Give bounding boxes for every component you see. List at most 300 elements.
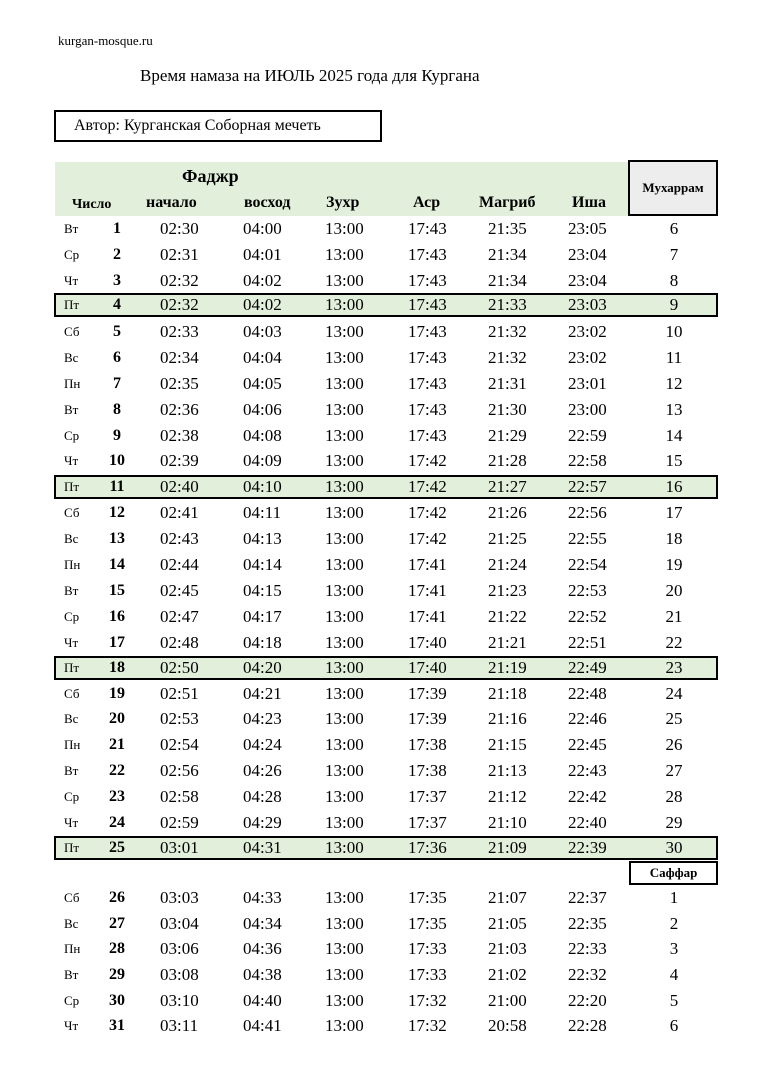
cell-hijri: 17 xyxy=(665,503,683,522)
cell-sunrise: 04:20 xyxy=(243,658,282,677)
cell-maghrib: 21:28 xyxy=(488,451,527,470)
cell-hijri: 12 xyxy=(665,374,683,393)
cell-sunrise: 04:03 xyxy=(243,322,282,341)
table-row xyxy=(0,936,770,962)
cell-fajr: 02:33 xyxy=(160,322,199,341)
cell-maghrib: 21:19 xyxy=(488,658,527,677)
table-row xyxy=(0,1013,770,1039)
cell-fajr: 03:06 xyxy=(160,939,199,958)
cell-zuhr: 13:00 xyxy=(325,888,364,907)
cell-maghrib: 21:00 xyxy=(488,991,527,1010)
table-row xyxy=(0,810,770,836)
cell-day: 2 xyxy=(113,246,121,263)
cell-zuhr: 13:00 xyxy=(325,295,364,314)
cell-fajr: 02:56 xyxy=(160,761,199,780)
cell-day: 3 xyxy=(113,272,121,289)
cell-zuhr: 13:00 xyxy=(325,245,364,264)
table-row xyxy=(0,216,770,242)
cell-asr: 17:41 xyxy=(408,581,447,600)
cell-sunrise: 04:29 xyxy=(243,813,282,832)
cell-dow: Пн xyxy=(64,557,81,572)
cell-fajr: 03:04 xyxy=(160,914,199,933)
cell-dow: Чт xyxy=(64,1018,79,1033)
cell-maghrib: 21:35 xyxy=(488,219,527,238)
cell-sunrise: 04:02 xyxy=(243,295,282,314)
cell-asr: 17:32 xyxy=(408,991,447,1010)
hijri-month-saffar: Саффар xyxy=(629,861,718,885)
cell-sunrise: 04:31 xyxy=(243,838,282,857)
cell-hijri: 30 xyxy=(665,838,683,857)
cell-maghrib: 21:12 xyxy=(488,787,527,806)
cell-asr: 17:40 xyxy=(408,633,447,652)
cell-isha: 23:04 xyxy=(568,271,607,290)
cell-zuhr: 13:00 xyxy=(325,477,364,496)
cell-dow: Чт xyxy=(64,453,79,468)
cell-sunrise: 04:01 xyxy=(243,245,282,264)
cell-fajr: 03:01 xyxy=(160,838,199,857)
cell-dow: Чт xyxy=(64,815,79,830)
cell-zuhr: 13:00 xyxy=(325,787,364,806)
site-url: kurgan-mosque.ru xyxy=(58,33,153,48)
cell-isha: 22:55 xyxy=(568,529,607,548)
cell-isha: 22:51 xyxy=(568,633,607,652)
cell-sunrise: 04:05 xyxy=(243,374,282,393)
cell-asr: 17:43 xyxy=(408,374,447,393)
cell-sunrise: 04:09 xyxy=(243,451,282,470)
cell-maghrib: 21:32 xyxy=(488,322,527,341)
cell-fajr: 03:11 xyxy=(160,1016,199,1035)
cell-hijri: 1 xyxy=(669,888,679,907)
cell-sunrise: 04:21 xyxy=(243,684,282,703)
cell-zuhr: 13:00 xyxy=(325,219,364,238)
table-row-friday xyxy=(54,656,718,680)
cell-day: 21 xyxy=(109,736,125,753)
cell-asr: 17:43 xyxy=(408,400,447,419)
cell-dow: Вт xyxy=(64,221,79,236)
cell-hijri: 7 xyxy=(669,245,679,264)
cell-isha: 22:40 xyxy=(568,813,607,832)
cell-asr: 17:35 xyxy=(408,888,447,907)
cell-sunrise: 04:08 xyxy=(243,426,282,445)
cell-day: 15 xyxy=(109,582,125,599)
cell-fajr: 02:41 xyxy=(160,503,199,522)
cell-isha: 22:28 xyxy=(568,1016,607,1035)
cell-hijri: 28 xyxy=(665,787,683,806)
cell-day: 30 xyxy=(109,992,125,1009)
cell-fajr: 02:45 xyxy=(160,581,199,600)
cell-sunrise: 04:38 xyxy=(243,965,282,984)
cell-day: 8 xyxy=(113,401,121,418)
table-row xyxy=(0,345,770,371)
table-row xyxy=(0,397,770,423)
cell-maghrib: 21:03 xyxy=(488,939,527,958)
cell-zuhr: 13:00 xyxy=(325,503,364,522)
cell-maghrib: 21:30 xyxy=(488,400,527,419)
cell-isha: 23:01 xyxy=(568,374,607,393)
cell-maghrib: 20:58 xyxy=(488,1016,527,1035)
cell-fajr: 02:50 xyxy=(160,658,199,677)
cell-fajr: 03:08 xyxy=(160,965,199,984)
cell-isha: 22:46 xyxy=(568,709,607,728)
table-row xyxy=(0,630,770,656)
cell-dow: Вс xyxy=(64,916,79,931)
cell-day: 23 xyxy=(109,788,125,805)
table-row xyxy=(0,578,770,604)
cell-dow: Пт xyxy=(64,479,80,494)
cell-isha: 22:56 xyxy=(568,503,607,522)
cell-sunrise: 04:14 xyxy=(243,555,282,574)
cell-fajr: 02:47 xyxy=(160,607,199,626)
cell-zuhr: 13:00 xyxy=(325,607,364,626)
cell-maghrib: 21:18 xyxy=(488,684,527,703)
table-row xyxy=(0,604,770,630)
cell-isha: 22:43 xyxy=(568,761,607,780)
cell-dow: Вс xyxy=(64,531,79,546)
cell-hijri: 10 xyxy=(665,322,683,341)
cell-sunrise: 04:33 xyxy=(243,888,282,907)
cell-sunrise: 04:18 xyxy=(243,633,282,652)
cell-day: 1 xyxy=(113,220,121,237)
cell-zuhr: 13:00 xyxy=(325,348,364,367)
cell-hijri: 25 xyxy=(665,709,683,728)
table-row xyxy=(0,448,770,474)
cell-zuhr: 13:00 xyxy=(325,271,364,290)
cell-day: 7 xyxy=(113,375,121,392)
cell-isha: 22:54 xyxy=(568,555,607,574)
cell-dow: Ср xyxy=(64,789,80,804)
cell-dow: Сб xyxy=(64,686,80,701)
cell-hijri: 24 xyxy=(665,684,683,703)
cell-day: 19 xyxy=(109,685,125,702)
cell-day: 16 xyxy=(109,608,125,625)
cell-asr: 17:43 xyxy=(408,322,447,341)
cell-maghrib: 21:29 xyxy=(488,426,527,445)
cell-sunrise: 04:24 xyxy=(243,735,282,754)
cell-isha: 22:58 xyxy=(568,451,607,470)
cell-sunrise: 04:17 xyxy=(243,607,282,626)
cell-hijri: 8 xyxy=(669,271,679,290)
cell-hijri: 27 xyxy=(665,761,683,780)
cell-isha: 22:45 xyxy=(568,735,607,754)
cell-isha: 22:57 xyxy=(568,477,607,496)
cell-asr: 17:42 xyxy=(408,451,447,470)
cell-isha: 23:02 xyxy=(568,348,607,367)
cell-dow: Ср xyxy=(64,609,80,624)
cell-dow: Сб xyxy=(64,890,80,905)
cell-hijri: 21 xyxy=(665,607,683,626)
table-row xyxy=(0,552,770,578)
cell-hijri: 6 xyxy=(669,219,679,238)
cell-day: 13 xyxy=(109,530,125,547)
cell-fajr: 02:31 xyxy=(160,245,199,264)
cell-isha: 22:37 xyxy=(568,888,607,907)
cell-isha: 22:39 xyxy=(568,838,607,857)
table-row xyxy=(0,500,770,526)
table-row xyxy=(0,242,770,268)
cell-hijri: 19 xyxy=(665,555,683,574)
cell-asr: 17:43 xyxy=(408,426,447,445)
cell-maghrib: 21:07 xyxy=(488,888,527,907)
cell-fajr: 02:54 xyxy=(160,735,199,754)
cell-maghrib: 21:02 xyxy=(488,965,527,984)
cell-fajr: 02:32 xyxy=(160,271,199,290)
cell-hijri: 14 xyxy=(665,426,683,445)
cell-asr: 17:33 xyxy=(408,939,447,958)
cell-day: 11 xyxy=(109,478,125,495)
cell-day: 6 xyxy=(113,349,121,366)
cell-day: 18 xyxy=(109,659,125,676)
col-header-fajr-start: начало xyxy=(146,194,197,211)
cell-asr: 17:43 xyxy=(408,219,447,238)
cell-dow: Вс xyxy=(64,711,79,726)
cell-fajr: 03:03 xyxy=(160,888,199,907)
cell-dow: Чт xyxy=(64,273,79,288)
cell-asr: 17:36 xyxy=(408,838,447,857)
cell-sunrise: 04:11 xyxy=(243,503,282,522)
cell-maghrib: 21:10 xyxy=(488,813,527,832)
table-row xyxy=(0,681,770,707)
cell-fajr: 02:30 xyxy=(160,219,199,238)
cell-dow: Сб xyxy=(64,324,80,339)
cell-fajr: 02:53 xyxy=(160,709,199,728)
cell-asr: 17:43 xyxy=(408,245,447,264)
cell-zuhr: 13:00 xyxy=(325,939,364,958)
cell-zuhr: 13:00 xyxy=(325,322,364,341)
table-row-friday xyxy=(54,836,718,860)
cell-maghrib: 21:34 xyxy=(488,245,527,264)
cell-sunrise: 04:15 xyxy=(243,581,282,600)
cell-fajr: 02:51 xyxy=(160,684,199,703)
table-row xyxy=(0,319,770,345)
cell-hijri: 13 xyxy=(665,400,683,419)
cell-maghrib: 21:25 xyxy=(488,529,527,548)
cell-hijri: 22 xyxy=(665,633,683,652)
cell-isha: 23:02 xyxy=(568,322,607,341)
cell-fajr: 02:58 xyxy=(160,787,199,806)
cell-dow: Ср xyxy=(64,993,80,1008)
table-row xyxy=(0,885,770,911)
cell-maghrib: 21:22 xyxy=(488,607,527,626)
cell-isha: 22:20 xyxy=(568,991,607,1010)
cell-maghrib: 21:05 xyxy=(488,914,527,933)
cell-zuhr: 13:00 xyxy=(325,658,364,677)
cell-day: 28 xyxy=(109,940,125,957)
cell-hijri: 15 xyxy=(665,451,683,470)
cell-asr: 17:39 xyxy=(408,684,447,703)
cell-fajr: 02:35 xyxy=(160,374,199,393)
cell-maghrib: 21:09 xyxy=(488,838,527,857)
cell-maghrib: 21:15 xyxy=(488,735,527,754)
cell-dow: Вт xyxy=(64,763,79,778)
cell-zuhr: 13:00 xyxy=(325,965,364,984)
cell-day: 5 xyxy=(113,323,121,340)
cell-zuhr: 13:00 xyxy=(325,426,364,445)
cell-zuhr: 13:00 xyxy=(325,633,364,652)
table-row xyxy=(0,732,770,758)
table-row xyxy=(0,526,770,552)
cell-asr: 17:43 xyxy=(408,295,447,314)
cell-asr: 17:41 xyxy=(408,555,447,574)
col-header-asr: Аср xyxy=(413,194,441,211)
cell-hijri: 23 xyxy=(665,658,683,677)
cell-day: 20 xyxy=(109,710,125,727)
cell-isha: 23:00 xyxy=(568,400,607,419)
cell-asr: 17:38 xyxy=(408,735,447,754)
cell-dow: Пн xyxy=(64,941,81,956)
cell-asr: 17:41 xyxy=(408,607,447,626)
cell-zuhr: 13:00 xyxy=(325,374,364,393)
cell-zuhr: 13:00 xyxy=(325,1016,364,1035)
cell-fajr: 02:38 xyxy=(160,426,199,445)
cell-dow: Ср xyxy=(64,428,80,443)
cell-day: 10 xyxy=(109,452,125,469)
cell-hijri: 4 xyxy=(669,965,679,984)
table-row xyxy=(0,988,770,1014)
cell-day: 17 xyxy=(109,634,125,651)
cell-asr: 17:32 xyxy=(408,1016,447,1035)
cell-hijri: 3 xyxy=(669,939,679,958)
cell-asr: 17:38 xyxy=(408,761,447,780)
cell-sunrise: 04:36 xyxy=(243,939,282,958)
cell-asr: 17:37 xyxy=(408,813,447,832)
cell-hijri: 20 xyxy=(665,581,683,600)
cell-asr: 17:42 xyxy=(408,503,447,522)
cell-day: 4 xyxy=(113,296,121,313)
cell-sunrise: 04:04 xyxy=(243,348,282,367)
cell-day: 26 xyxy=(109,889,125,906)
cell-day: 31 xyxy=(109,1017,125,1034)
cell-day: 14 xyxy=(109,556,125,573)
cell-sunrise: 04:00 xyxy=(243,219,282,238)
table-row xyxy=(0,784,770,810)
cell-dow: Вт xyxy=(64,967,79,982)
cell-asr: 17:40 xyxy=(408,658,447,677)
cell-dow: Пт xyxy=(64,297,80,312)
cell-fajr: 02:32 xyxy=(160,295,199,314)
cell-hijri: 26 xyxy=(665,735,683,754)
table-row xyxy=(0,268,770,294)
cell-dow: Ср xyxy=(64,247,80,262)
table-row-friday xyxy=(54,293,718,317)
cell-fajr: 02:44 xyxy=(160,555,199,574)
cell-day: 9 xyxy=(113,427,121,444)
cell-isha: 23:04 xyxy=(568,245,607,264)
cell-asr: 17:39 xyxy=(408,709,447,728)
cell-hijri: 9 xyxy=(669,295,679,314)
cell-sunrise: 04:40 xyxy=(243,991,282,1010)
cell-asr: 17:33 xyxy=(408,965,447,984)
cell-fajr: 02:59 xyxy=(160,813,199,832)
table-row xyxy=(0,423,770,449)
cell-day: 12 xyxy=(109,504,125,521)
cell-isha: 22:52 xyxy=(568,607,607,626)
cell-zuhr: 13:00 xyxy=(325,581,364,600)
cell-fajr: 02:36 xyxy=(160,400,199,419)
cell-zuhr: 13:00 xyxy=(325,813,364,832)
cell-fajr: 03:10 xyxy=(160,991,199,1010)
cell-isha: 22:48 xyxy=(568,684,607,703)
cell-asr: 17:43 xyxy=(408,271,447,290)
cell-isha: 23:03 xyxy=(568,295,607,314)
cell-sunrise: 04:41 xyxy=(243,1016,282,1035)
table-row xyxy=(0,758,770,784)
cell-zuhr: 13:00 xyxy=(325,451,364,470)
cell-asr: 17:37 xyxy=(408,787,447,806)
cell-zuhr: 13:00 xyxy=(325,709,364,728)
cell-fajr: 02:40 xyxy=(160,477,199,496)
cell-zuhr: 13:00 xyxy=(325,400,364,419)
cell-fajr: 02:34 xyxy=(160,348,199,367)
table-row xyxy=(0,911,770,937)
cell-maghrib: 21:21 xyxy=(488,633,527,652)
cell-day: 22 xyxy=(109,762,125,779)
cell-hijri: 29 xyxy=(665,813,683,832)
cell-maghrib: 21:23 xyxy=(488,581,527,600)
cell-dow: Пт xyxy=(64,840,80,855)
table-row xyxy=(0,371,770,397)
cell-sunrise: 04:23 xyxy=(243,709,282,728)
table-row-friday xyxy=(54,475,718,499)
cell-isha: 22:33 xyxy=(568,939,607,958)
cell-dow: Сб xyxy=(64,505,80,520)
cell-day: 29 xyxy=(109,966,125,983)
cell-dow: Вт xyxy=(64,402,79,417)
cell-zuhr: 13:00 xyxy=(325,991,364,1010)
cell-maghrib: 21:13 xyxy=(488,761,527,780)
cell-maghrib: 21:33 xyxy=(488,295,527,314)
table-row xyxy=(0,962,770,988)
col-header-isha: Иша xyxy=(572,194,606,211)
cell-hijri: 5 xyxy=(669,991,679,1010)
cell-hijri: 16 xyxy=(665,477,683,496)
cell-hijri: 18 xyxy=(665,529,683,548)
cell-asr: 17:42 xyxy=(408,477,447,496)
cell-isha: 22:32 xyxy=(568,965,607,984)
cell-sunrise: 04:13 xyxy=(243,529,282,548)
cell-asr: 17:42 xyxy=(408,529,447,548)
cell-sunrise: 04:34 xyxy=(243,914,282,933)
cell-maghrib: 21:32 xyxy=(488,348,527,367)
cell-maghrib: 21:27 xyxy=(488,477,527,496)
cell-fajr: 02:48 xyxy=(160,633,199,652)
cell-sunrise: 04:10 xyxy=(243,477,282,496)
cell-zuhr: 13:00 xyxy=(325,735,364,754)
hijri-month-muharram: Мухаррам xyxy=(628,160,718,216)
cell-sunrise: 04:06 xyxy=(243,400,282,419)
fajr-group-header: Фаджр xyxy=(182,166,239,186)
cell-day: 24 xyxy=(109,814,125,831)
cell-dow: Пн xyxy=(64,376,81,391)
cell-zuhr: 13:00 xyxy=(325,761,364,780)
cell-sunrise: 04:26 xyxy=(243,761,282,780)
cell-isha: 22:59 xyxy=(568,426,607,445)
cell-hijri: 11 xyxy=(665,348,683,367)
cell-fajr: 02:43 xyxy=(160,529,199,548)
cell-isha: 22:53 xyxy=(568,581,607,600)
cell-sunrise: 04:02 xyxy=(243,271,282,290)
cell-dow: Вс xyxy=(64,350,79,365)
col-header-zuhr: Зухр xyxy=(326,194,360,211)
cell-zuhr: 13:00 xyxy=(325,914,364,933)
cell-dow: Вт xyxy=(64,583,79,598)
cell-hijri: 6 xyxy=(669,1016,679,1035)
cell-zuhr: 13:00 xyxy=(325,838,364,857)
cell-maghrib: 21:31 xyxy=(488,374,527,393)
cell-maghrib: 21:34 xyxy=(488,271,527,290)
cell-day: 27 xyxy=(109,915,125,932)
cell-isha: 23:05 xyxy=(568,219,607,238)
cell-maghrib: 21:26 xyxy=(488,503,527,522)
